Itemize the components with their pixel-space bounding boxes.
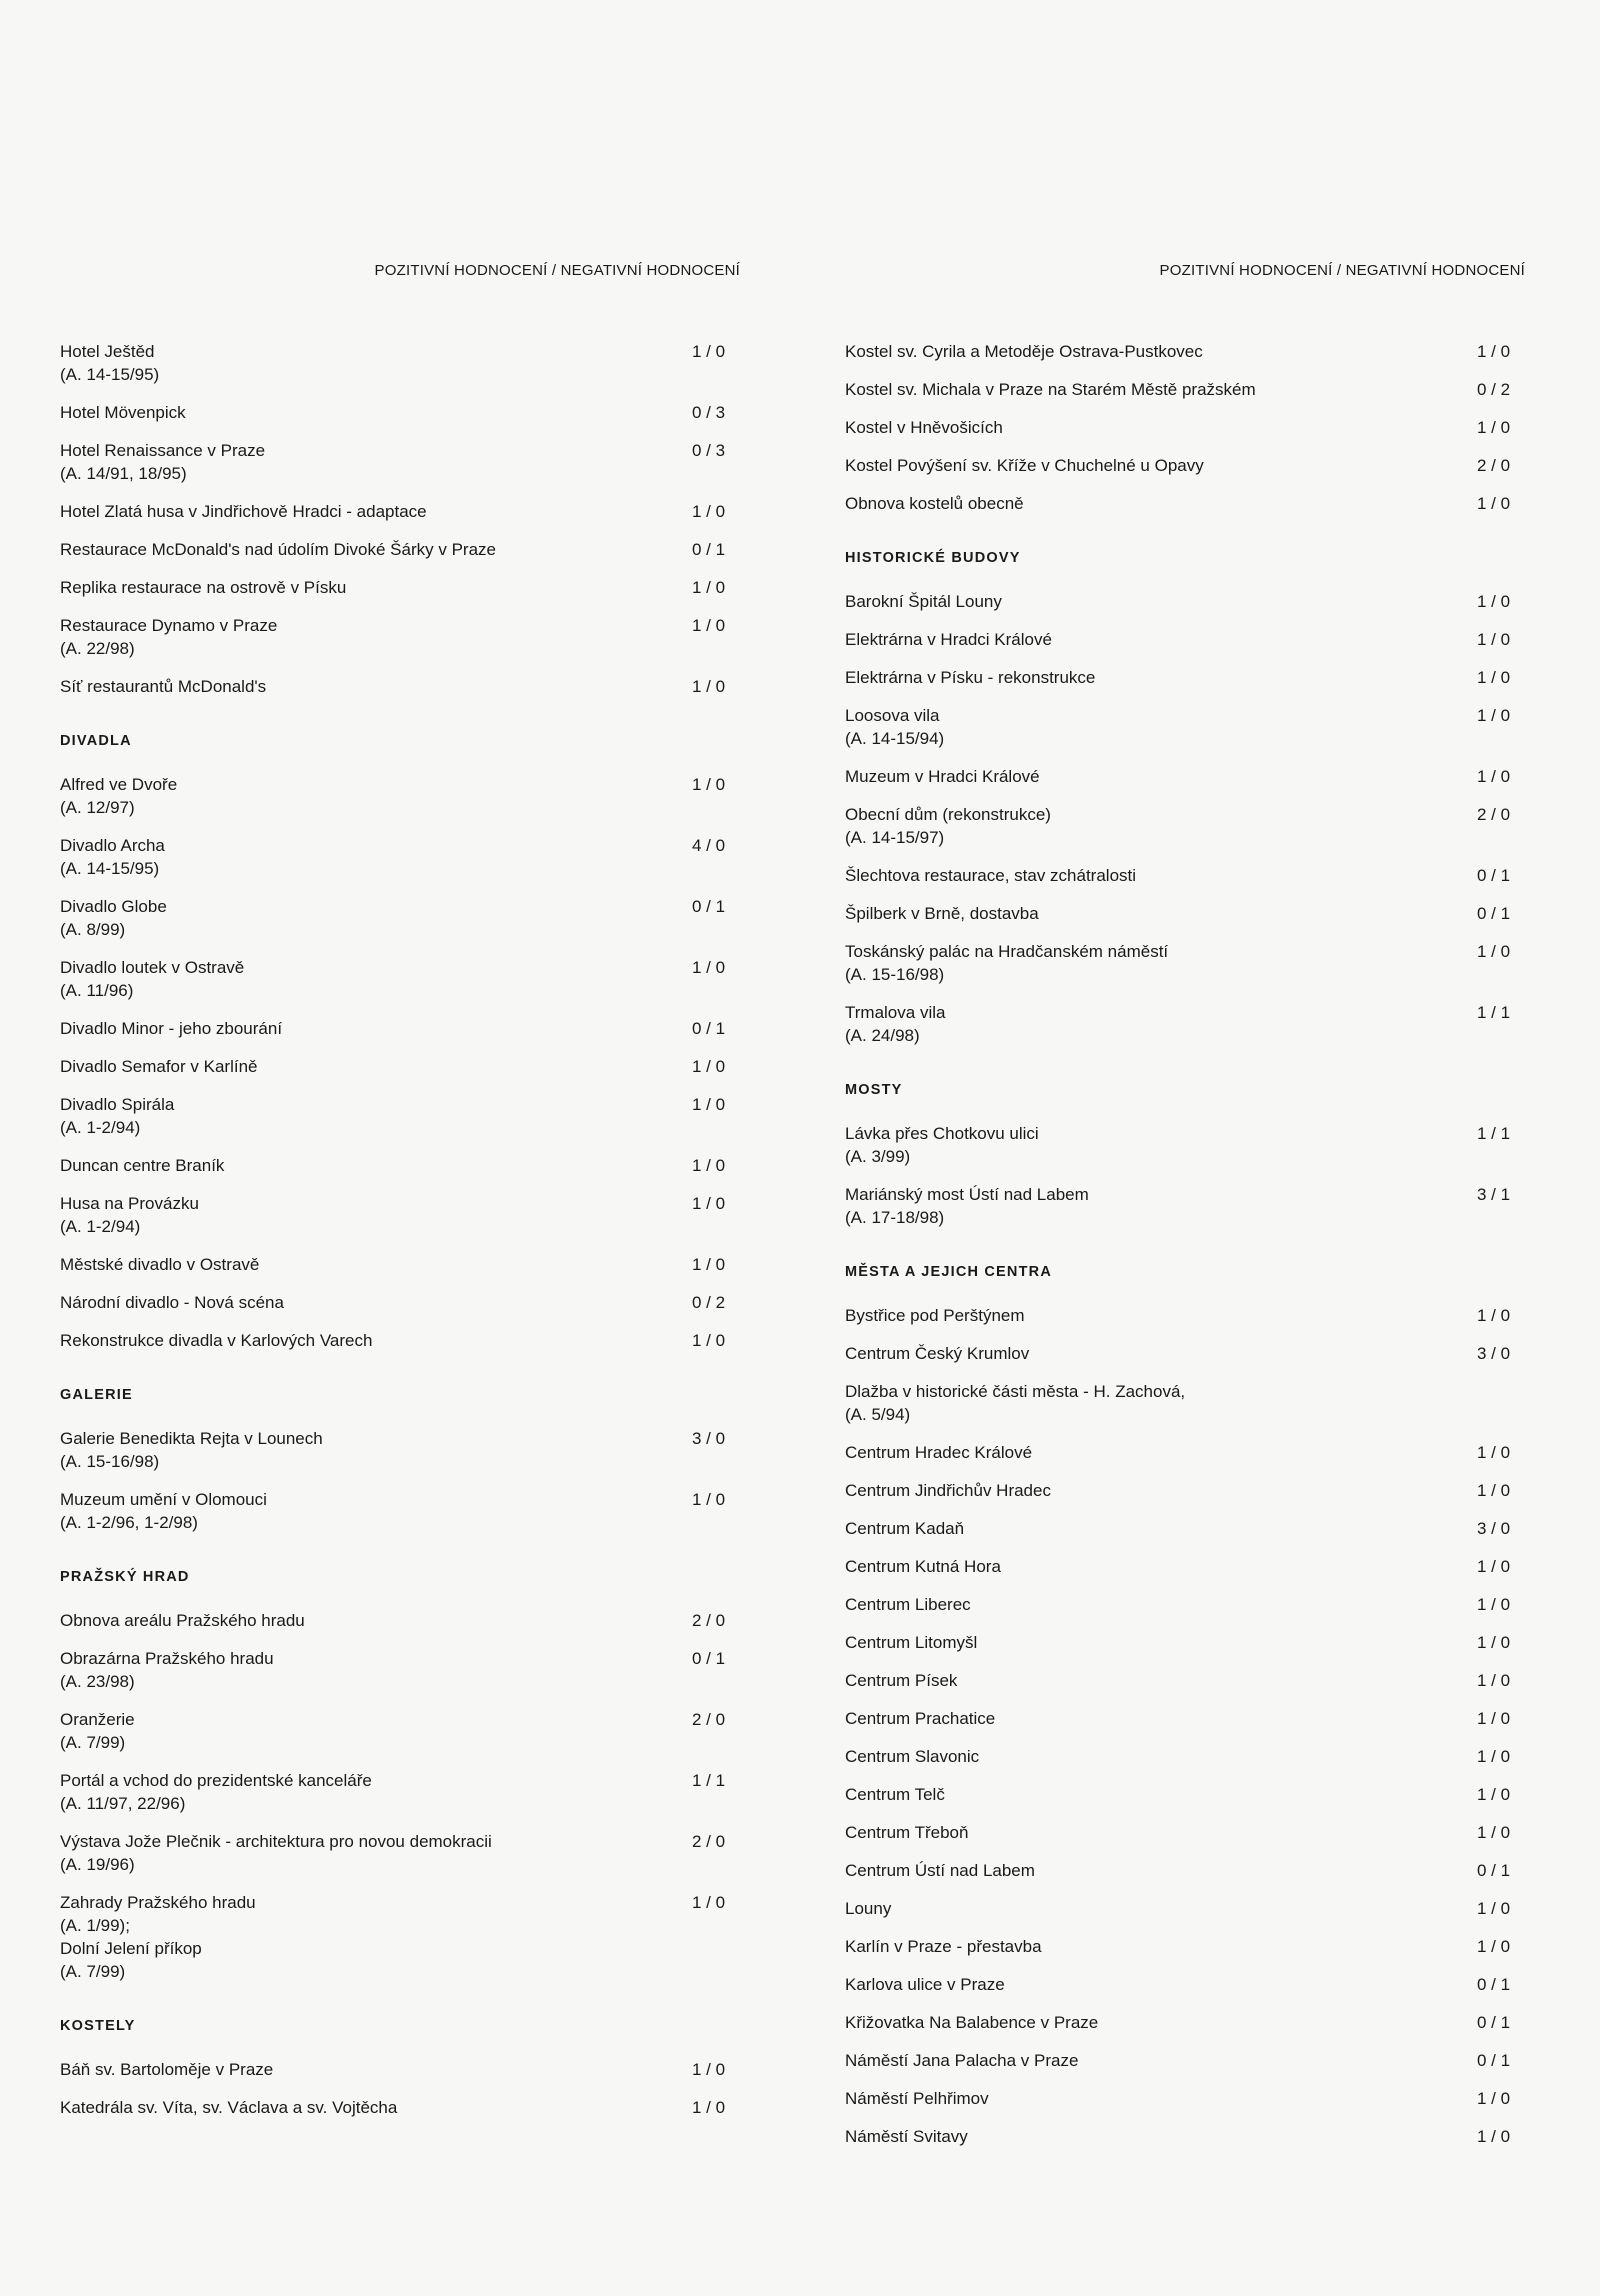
entry-name: Louny bbox=[845, 1899, 892, 1918]
entry-name: Hotel Mövenpick bbox=[60, 403, 186, 422]
entry-name: Restaurace Dynamo v Praze (A. 22/98) bbox=[60, 616, 278, 658]
entry-score: 4 / 0 bbox=[692, 836, 726, 855]
section-heading: PRAŽSKÝ HRAD bbox=[60, 1569, 190, 1585]
entry-name: Divadlo Spirála (A. 1-2/94) bbox=[60, 1095, 175, 1137]
entry-score: 1 / 0 bbox=[692, 1194, 726, 1213]
entry-score: 1 / 0 bbox=[692, 1095, 726, 1114]
list-item bbox=[60, 2058, 740, 2081]
list-item bbox=[60, 500, 740, 523]
list-item bbox=[60, 340, 740, 386]
entry-score: 1 / 0 bbox=[692, 1057, 726, 1076]
entry-score: 1 / 0 bbox=[1477, 342, 1511, 361]
entry-name: Křižovatka Na Balabence v Praze bbox=[845, 2013, 1099, 2032]
entry-name: Obecní dům (rekonstrukce) (A. 14-15/97) bbox=[845, 805, 1051, 847]
list-item bbox=[845, 902, 1525, 925]
list-item bbox=[60, 1329, 740, 1352]
entry-name: Špilberk v Brně, dostavba bbox=[845, 904, 1039, 923]
entry-score: 0 / 3 bbox=[692, 403, 726, 422]
list-item bbox=[60, 1891, 740, 1983]
list-item bbox=[60, 675, 740, 698]
left-entry-list bbox=[60, 340, 740, 2134]
entry-name: Obnova kostelů obecně bbox=[845, 494, 1024, 513]
list-item bbox=[845, 704, 1525, 750]
list-item bbox=[60, 1647, 740, 1693]
entry-name: Oranžerie (A. 7/99) bbox=[60, 1710, 135, 1752]
entry-name: Centrum Třeboň bbox=[845, 1823, 969, 1842]
list-item bbox=[845, 2011, 1525, 2034]
entry-score: 1 / 0 bbox=[1477, 668, 1511, 687]
entry-score: 0 / 1 bbox=[1477, 2013, 1511, 2032]
entry-name: Centrum Slavonic bbox=[845, 1747, 980, 1766]
entry-score: 1 / 0 bbox=[1477, 592, 1511, 611]
entry-score: 1 / 0 bbox=[692, 1156, 726, 1175]
entry-score: 1 / 0 bbox=[692, 775, 726, 794]
entry-name: Kostel sv. Michala v Praze na Starém Městě pražském bbox=[845, 380, 1256, 399]
section-heading: GALERIE bbox=[60, 1387, 133, 1403]
entry-name: Šlechtova restaurace, stav zchátralosti bbox=[845, 866, 1137, 885]
list-item bbox=[60, 2096, 740, 2119]
entry-name: Dlažba v historické části města - H. Zachová, (A. 5/94) bbox=[845, 1382, 1186, 1424]
list-item bbox=[845, 1783, 1525, 1806]
entry-score: 1 / 0 bbox=[1477, 706, 1511, 725]
list-item bbox=[60, 1488, 740, 1534]
entry-score: 1 / 0 bbox=[692, 1331, 726, 1350]
list-item bbox=[60, 1609, 740, 1632]
list-item bbox=[60, 1253, 740, 1276]
entry-name: Hotel Zlatá husa v Jindřichově Hradci - adaptace bbox=[60, 502, 427, 521]
list-item bbox=[60, 614, 740, 660]
entry-name: Hotel Ještěd (A. 14-15/95) bbox=[60, 342, 160, 384]
list-item bbox=[845, 2125, 1525, 2148]
entry-name: Barokní Špitál Louny bbox=[845, 592, 1002, 611]
entry-score: 1 / 0 bbox=[1477, 1785, 1511, 1804]
entry-name: Divadlo Semafor v Karlíně bbox=[60, 1057, 258, 1076]
entry-score: 3 / 0 bbox=[692, 1429, 726, 1448]
entry-score: 0 / 3 bbox=[692, 441, 726, 460]
entry-score: 1 / 0 bbox=[1477, 1709, 1511, 1728]
list-item bbox=[845, 1479, 1525, 1502]
entry-name: Elektrárna v Hradci Králové bbox=[845, 630, 1052, 649]
entry-score: 1 / 0 bbox=[692, 578, 726, 597]
entry-score: 1 / 1 bbox=[1477, 1124, 1511, 1143]
entry-name: Obrazárna Pražského hradu (A. 23/98) bbox=[60, 1649, 274, 1691]
entry-name: Výstava Jože Plečnik - architektura pro novou demokracii (A. 19/96) bbox=[60, 1832, 492, 1874]
entry-name: Centrum Český Krumlov bbox=[845, 1344, 1030, 1363]
entry-score: 0 / 1 bbox=[1477, 1861, 1511, 1880]
entry-name: Replika restaurace na ostrově v Písku bbox=[60, 578, 347, 597]
entry-name: Karlín v Praze - přestavba bbox=[845, 1937, 1042, 1956]
entry-score: 1 / 0 bbox=[692, 2060, 726, 2079]
list-item bbox=[845, 454, 1525, 477]
entry-name: Náměstí Pelhřimov bbox=[845, 2089, 989, 2108]
entry-name: Lávka přes Chotkovu ulici (A. 3/99) bbox=[845, 1124, 1039, 1166]
entry-score: 2 / 0 bbox=[692, 1710, 726, 1729]
entry-name: Síť restaurantů McDonald's bbox=[60, 677, 267, 696]
list-item bbox=[845, 1707, 1525, 1730]
entry-score: 1 / 0 bbox=[1477, 1557, 1511, 1576]
list-item bbox=[845, 1859, 1525, 1882]
list-item bbox=[845, 628, 1525, 651]
entry-name: Hotel Renaissance v Praze (A. 14/91, 18/95) bbox=[60, 441, 266, 483]
list-item bbox=[845, 2087, 1525, 2110]
section-heading: DIVADLA bbox=[60, 733, 132, 749]
left-column-header: POZITIVNÍ HODNOCENÍ / NEGATIVNÍ HODNOCENÍ bbox=[374, 262, 740, 279]
entry-name: Centrum Kutná Hora bbox=[845, 1557, 1001, 1576]
list-item bbox=[60, 1708, 740, 1754]
entry-name: Centrum Liberec bbox=[845, 1595, 971, 1614]
list-item bbox=[60, 576, 740, 599]
right-column-header: POZITIVNÍ HODNOCENÍ / NEGATIVNÍ HODNOCENÍ bbox=[1159, 262, 1525, 279]
entry-score: 0 / 1 bbox=[1477, 1975, 1511, 1994]
list-item bbox=[845, 1441, 1525, 1464]
entry-score: 0 / 1 bbox=[692, 540, 726, 559]
entry-name: Centrum Telč bbox=[845, 1785, 945, 1804]
entry-score: 3 / 0 bbox=[1477, 1519, 1511, 1538]
entry-score: 1 / 0 bbox=[1477, 1671, 1511, 1690]
list-item bbox=[845, 1821, 1525, 1844]
entry-name: Centrum Písek bbox=[845, 1671, 958, 1690]
section-heading: KOSTELY bbox=[60, 2018, 136, 2034]
list-item bbox=[60, 834, 740, 880]
list-item bbox=[845, 1593, 1525, 1616]
entry-score: 1 / 0 bbox=[1477, 1747, 1511, 1766]
entry-score: 1 / 0 bbox=[692, 616, 726, 635]
entry-score: 1 / 0 bbox=[692, 1893, 726, 1912]
entry-name: Bystřice pod Perštýnem bbox=[845, 1306, 1025, 1325]
list-item bbox=[60, 1830, 740, 1876]
list-item bbox=[60, 1769, 740, 1815]
entry-score: 2 / 0 bbox=[692, 1611, 726, 1630]
list-item bbox=[845, 1631, 1525, 1654]
list-item bbox=[60, 1192, 740, 1238]
entry-name: Muzeum v Hradci Králové bbox=[845, 767, 1040, 786]
list-item bbox=[845, 378, 1525, 401]
entry-name: Kostel v Hněvošicích bbox=[845, 418, 1003, 437]
list-item bbox=[845, 1669, 1525, 1692]
entry-score: 1 / 0 bbox=[1477, 2127, 1511, 2146]
entry-name: Náměstí Svitavy bbox=[845, 2127, 968, 2146]
entry-score: 1 / 0 bbox=[692, 677, 726, 696]
entry-name: Muzeum umění v Olomouci (A. 1-2/96, 1-2/98) bbox=[60, 1490, 267, 1532]
entry-score: 1 / 0 bbox=[1477, 1899, 1511, 1918]
list-item bbox=[845, 416, 1525, 439]
entry-score: 1 / 0 bbox=[1477, 1633, 1511, 1652]
entry-name: Náměstí Jana Palacha v Praze bbox=[845, 2051, 1079, 2070]
entry-score: 1 / 1 bbox=[692, 1771, 726, 1790]
entry-name: Toskánský palác na Hradčanském náměstí (A. 15-16/98) bbox=[845, 942, 1169, 984]
entry-name: Kostel sv. Cyrila a Metoděje Ostrava-Pustkovec bbox=[845, 342, 1203, 361]
list-item bbox=[60, 401, 740, 424]
list-item bbox=[845, 940, 1525, 986]
entry-name: Národní divadlo - Nová scéna bbox=[60, 1293, 284, 1312]
list-item bbox=[845, 492, 1525, 515]
list-item bbox=[845, 1517, 1525, 1540]
entry-name: Portál a vchod do prezidentské kanceláře (A. 11/97, 22/96) bbox=[60, 1771, 372, 1813]
entry-name: Husa na Provázku (A. 1-2/94) bbox=[60, 1194, 199, 1236]
list-item bbox=[845, 1304, 1525, 1327]
entry-name: Centrum Kadaň bbox=[845, 1519, 965, 1538]
entry-score: 1 / 0 bbox=[692, 1255, 726, 1274]
entry-name: Katedrála sv. Víta, sv. Václava a sv. Vojtěcha bbox=[60, 2098, 398, 2117]
entry-score: 1 / 0 bbox=[1477, 942, 1511, 961]
list-item bbox=[845, 1001, 1525, 1047]
list-item bbox=[845, 1935, 1525, 1958]
entry-score: 1 / 0 bbox=[692, 502, 726, 521]
entry-score: 0 / 1 bbox=[692, 1649, 726, 1668]
list-item bbox=[845, 1380, 1525, 1426]
entry-score: 1 / 0 bbox=[1477, 1595, 1511, 1614]
entry-score: 1 / 0 bbox=[1477, 767, 1511, 786]
entry-name: Elektrárna v Písku - rekonstrukce bbox=[845, 668, 1096, 687]
entry-score: 3 / 1 bbox=[1477, 1185, 1511, 1204]
entry-name: Divadlo Archa (A. 14-15/95) bbox=[60, 836, 165, 878]
list-item bbox=[845, 1122, 1525, 1168]
entry-name: Centrum Hradec Králové bbox=[845, 1443, 1033, 1462]
entry-score: 0 / 1 bbox=[1477, 866, 1511, 885]
list-item bbox=[845, 590, 1525, 613]
entry-name: Centrum Jindřichův Hradec bbox=[845, 1481, 1051, 1500]
entry-name: Centrum Litomyšl bbox=[845, 1633, 978, 1652]
entry-name: Kostel Povýšení sv. Kříže v Chuchelné u Opavy bbox=[845, 456, 1204, 475]
list-item bbox=[60, 1055, 740, 1078]
list-item bbox=[845, 1342, 1525, 1365]
entry-score: 1 / 0 bbox=[1477, 1823, 1511, 1842]
entry-score: 1 / 0 bbox=[1477, 494, 1511, 513]
list-item bbox=[845, 2049, 1525, 2072]
list-item bbox=[60, 773, 740, 819]
list-item bbox=[60, 1427, 740, 1473]
section-heading: MOSTY bbox=[845, 1082, 903, 1098]
entry-name: Galerie Benedikta Rejta v Lounech (A. 15-16/98) bbox=[60, 1429, 323, 1471]
entry-score: 3 / 0 bbox=[1477, 1344, 1511, 1363]
section-heading: MĚSTA A JEJICH CENTRA bbox=[845, 1264, 1053, 1280]
list-item bbox=[845, 864, 1525, 887]
entry-score: 0 / 1 bbox=[692, 1019, 726, 1038]
entry-name: Mariánský most Ústí nad Labem (A. 17-18/98) bbox=[845, 1185, 1089, 1227]
list-item bbox=[60, 538, 740, 561]
list-item bbox=[845, 1745, 1525, 1768]
entry-name: Centrum Prachatice bbox=[845, 1709, 996, 1728]
entry-score: 0 / 1 bbox=[1477, 904, 1511, 923]
entry-score: 2 / 0 bbox=[1477, 805, 1511, 824]
list-item bbox=[60, 1093, 740, 1139]
list-item bbox=[60, 1291, 740, 1314]
entry-name: Zahrady Pražského hradu (A. 1/99); Dolní Jelení příkop (A. 7/99) bbox=[60, 1893, 256, 1981]
entry-score: 1 / 0 bbox=[1477, 1481, 1511, 1500]
entry-name: Karlova ulice v Praze bbox=[845, 1975, 1005, 1994]
list-item bbox=[845, 1973, 1525, 1996]
entry-name: Divadlo loutek v Ostravě (A. 11/96) bbox=[60, 958, 245, 1000]
entry-score: 1 / 0 bbox=[1477, 1937, 1511, 1956]
list-item bbox=[845, 1897, 1525, 1920]
entry-score: 1 / 0 bbox=[1477, 1443, 1511, 1462]
entry-name: Centrum Ústí nad Labem bbox=[845, 1861, 1035, 1880]
entry-score: 0 / 2 bbox=[1477, 380, 1511, 399]
entry-score: 1 / 0 bbox=[692, 342, 726, 361]
entry-name: Restaurace McDonald's nad údolím Divoké Šárky v Praze bbox=[60, 540, 496, 559]
list-item bbox=[60, 895, 740, 941]
right-entry-list bbox=[845, 340, 1525, 2163]
entry-score: 0 / 1 bbox=[692, 897, 726, 916]
entry-score: 1 / 0 bbox=[692, 958, 726, 977]
entry-name: Báň sv. Bartoloměje v Praze bbox=[60, 2060, 274, 2079]
entry-score: 1 / 0 bbox=[1477, 2089, 1511, 2108]
entry-score: 1 / 0 bbox=[692, 2098, 726, 2117]
list-item bbox=[60, 1017, 740, 1040]
entry-name: Divadlo Minor - jeho zbourání bbox=[60, 1019, 283, 1038]
list-item bbox=[845, 666, 1525, 689]
list-item bbox=[845, 803, 1525, 849]
entry-name: Obnova areálu Pražského hradu bbox=[60, 1611, 305, 1630]
list-item bbox=[60, 1154, 740, 1177]
entry-score: 1 / 1 bbox=[1477, 1003, 1511, 1022]
entry-name: Loosova vila (A. 14-15/94) bbox=[845, 706, 945, 748]
entry-name: Městské divadlo v Ostravě bbox=[60, 1255, 260, 1274]
list-item bbox=[845, 340, 1525, 363]
entry-score: 1 / 0 bbox=[1477, 1306, 1511, 1325]
entry-name: Trmalova vila (A. 24/98) bbox=[845, 1003, 946, 1045]
entry-name: Duncan centre Braník bbox=[60, 1156, 225, 1175]
section-heading: HISTORICKÉ BUDOVY bbox=[845, 550, 1021, 566]
list-item bbox=[845, 1183, 1525, 1229]
entry-score: 0 / 1 bbox=[1477, 2051, 1511, 2070]
entry-score: 1 / 0 bbox=[1477, 630, 1511, 649]
entry-score: 2 / 0 bbox=[692, 1832, 726, 1851]
entry-name: Alfred ve Dvoře (A. 12/97) bbox=[60, 775, 178, 817]
entry-name: Rekonstrukce divadla v Karlových Varech bbox=[60, 1331, 373, 1350]
entry-score: 1 / 0 bbox=[692, 1490, 726, 1509]
entry-score: 1 / 0 bbox=[1477, 418, 1511, 437]
entry-score: 2 / 0 bbox=[1477, 456, 1511, 475]
list-item bbox=[845, 765, 1525, 788]
entry-score: 0 / 2 bbox=[692, 1293, 726, 1312]
list-item bbox=[60, 439, 740, 485]
list-item bbox=[845, 1555, 1525, 1578]
entry-name: Divadlo Globe (A. 8/99) bbox=[60, 897, 167, 939]
list-item bbox=[60, 956, 740, 1002]
